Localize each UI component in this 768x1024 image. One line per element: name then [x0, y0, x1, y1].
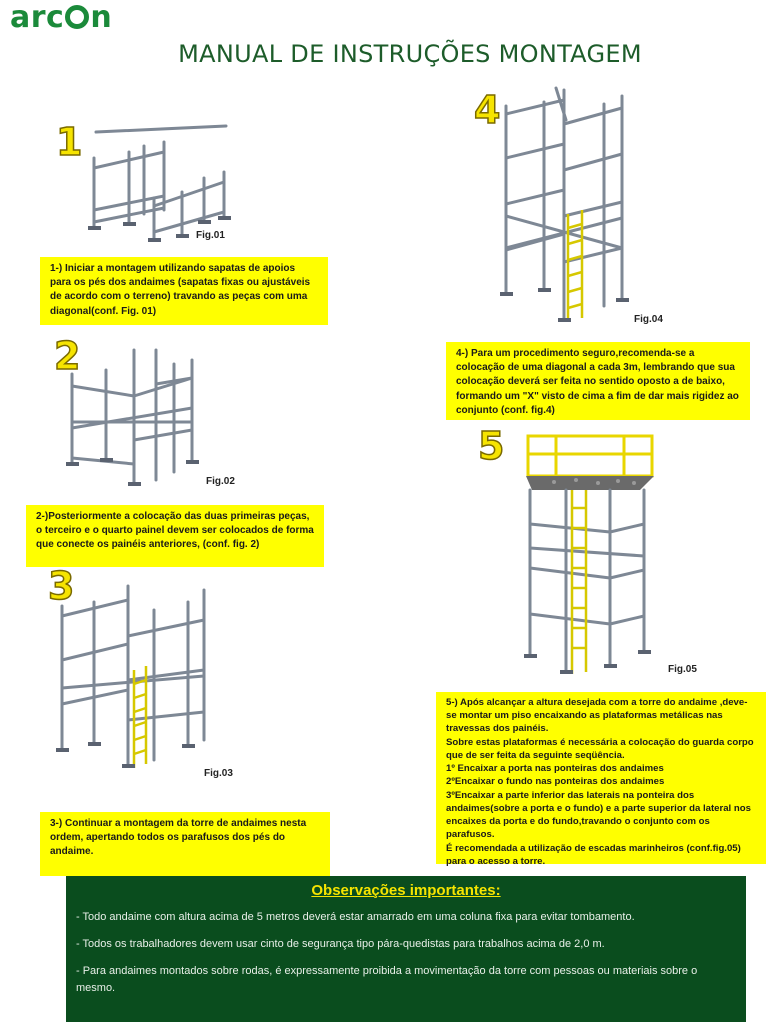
observation-item: - Para andaimes montados sobre rodas, é expressamente proibida a movimentação da torre com pessoas ou materiais sobre o mesmo. [76, 965, 698, 995]
step-5-line: 3ºEncaixar a parte inferior das laterais na ponteira dos andaimes(sobre a porta e o fundo) e a parte superior da lateral nos encaixes da porta e do fundo,travando o conjunto com os parafusos. [446, 789, 751, 841]
step-3-text: 3-) Continuar a montagem da torre de andaimes nesta ordem, apertando todos os parafusos dos pés do andaime. [40, 812, 330, 876]
step-4-text: 4-) Para um procedimento seguro,recomenda-se a colocação de uma diagonal a cada 3m, lembrando que sua colocação deverá ser feita no sentido oposto a de baixo, formando um "X" visto de cima a fim de dar mais rigidez ao conjunto (conf. fig.4) [446, 342, 750, 420]
step-5-line: É recomendada a utilização de escadas marinheiros (conf.fig.05) para o acesso a torre. [446, 842, 741, 867]
step-5-line: 1º Encaixar a porta nas ponteiras dos andaimes [446, 763, 664, 775]
figure-2-scaffold [64, 344, 214, 494]
logo-text-start: arc [10, 0, 65, 35]
step-1-text: 1-) Iniciar a montagem utilizando sapatas de apoios para os pés dos andaimes (sapatas fixas ou ajustáveis de acordo com o terreno) travando as peças com uma diagonal(conf. Fig. 01) [40, 257, 328, 325]
arcon-logo [10, 0, 112, 35]
figure-4-label: Fig.04 [634, 314, 663, 325]
gear-icon [65, 5, 89, 29]
step-5-line: 5-) Após alcançar a altura desejada com a torre do andaime ,deve-se montar um piso encaixando as plataformas metálicas nas travessas dos painéis. [446, 697, 748, 735]
observation-item: - Todos os trabalhadores devem usar cinto de segurança tipo pára-quedistas para trabalhos acima de 2,0 m. [76, 938, 605, 951]
figure-3-label: Fig.03 [204, 768, 233, 779]
figure-5-scaffold-platform [514, 428, 664, 678]
step-4-number: 4 [474, 88, 501, 132]
step-2-text: 2-)Posteriormente a colocação das duas primeiras peças, o terceiro e o quarto painel devem ser colocados de forma que conecte os painéis anteriores, (conf. fig. 2) [26, 505, 324, 567]
figure-1-label: Fig.01 [196, 230, 225, 241]
observations-panel [66, 876, 746, 1022]
observation-item: - Todo andaime com altura acima de 5 metros deverá estar amarrado em uma coluna fixa para evitar tombamento. [76, 911, 635, 923]
step-5-number: 5 [478, 424, 505, 468]
figure-4-scaffold-tower [494, 84, 644, 330]
page-title: MANUAL DE INSTRUÇÕES MONTAGEM [178, 40, 642, 68]
step-2-number: 2 [54, 334, 81, 378]
step-5-text [436, 692, 766, 867]
figure-2-label: Fig.02 [206, 476, 235, 487]
step-1-number: 1 [56, 120, 83, 164]
logo-text-end: n [90, 0, 113, 35]
step-3-number: 3 [48, 564, 75, 608]
step-5-line: Sobre estas plataformas é necessária a colocação do guarda corpo que de ser feita da seguinte seqüência. [446, 736, 754, 761]
observations-title: Observações importantes: [311, 882, 501, 899]
step-5-line: 2ºEncaixar o fundo nas ponteiras dos andaimes [446, 776, 665, 788]
figure-5-label: Fig.05 [668, 664, 697, 675]
figure-3-scaffold-ladder [54, 580, 214, 770]
